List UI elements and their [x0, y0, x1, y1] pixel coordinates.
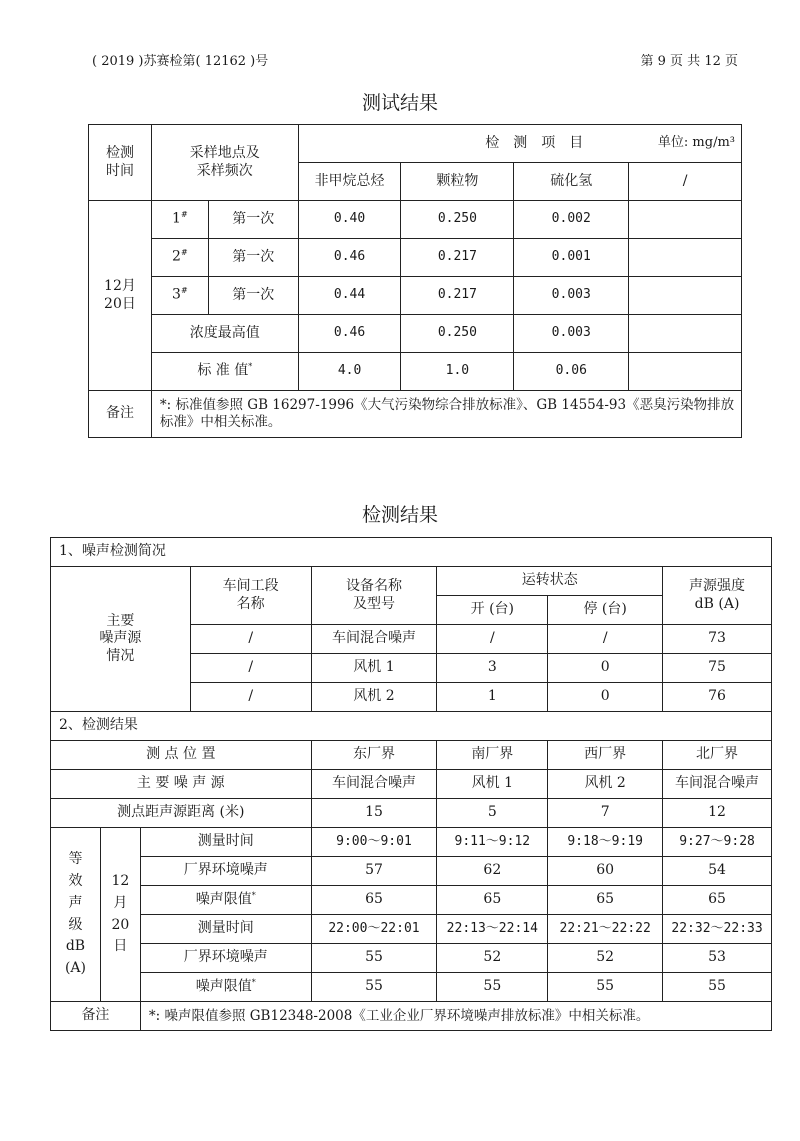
env-noise-value: 54	[663, 857, 772, 886]
item-h2s: 硫化氢	[514, 163, 629, 201]
noise-results-table	[50, 537, 772, 1031]
section2-title: 检测结果	[361, 504, 438, 526]
value-cell: 0.001	[514, 239, 629, 277]
measure-time: 9:18～9:19	[548, 828, 663, 857]
measure-time-label: 测量时间	[140, 915, 311, 944]
value-cell: 0.217	[401, 277, 514, 315]
distance-value: 15	[311, 799, 437, 828]
measure-time: 22:32～22:33	[663, 915, 772, 944]
sample-point: 2#	[151, 239, 208, 277]
measure-time: 9:00～9:01	[311, 828, 437, 857]
col-on: 开 (台)	[437, 596, 548, 625]
max-value: 0.250	[401, 315, 514, 353]
limit-value: 55	[311, 973, 437, 1002]
source-device: 风机 2	[311, 683, 437, 712]
section1-title: 测试结果	[361, 92, 438, 114]
main-source: 风机 2	[548, 770, 663, 799]
value-cell: 0.217	[401, 239, 514, 277]
sample-point: 3#	[151, 277, 208, 315]
measure-time: 22:00～22:01	[311, 915, 437, 944]
limit-value: 55	[437, 973, 548, 1002]
source-device: 车间混合噪声	[311, 625, 437, 654]
distance-value: 12	[663, 799, 772, 828]
distance-value: 5	[437, 799, 548, 828]
source-workshop: /	[190, 683, 311, 712]
limit-value: 65	[437, 886, 548, 915]
measure-time: 22:21～22:22	[548, 915, 663, 944]
source-off: /	[548, 625, 663, 654]
col-site-header: 采样地点及 采样频次	[151, 125, 298, 201]
env-noise-value: 52	[548, 944, 663, 973]
sample-point: 1#	[151, 201, 208, 239]
limit-value: 65	[663, 886, 772, 915]
source-on: /	[437, 625, 548, 654]
env-noise-label: 厂界环境噪声	[140, 944, 311, 973]
page-info: 第 9 页 共 12 页	[640, 54, 738, 69]
col-workshop: 车间工段 名称	[190, 567, 311, 625]
env-noise-value: 62	[437, 857, 548, 886]
position-label: 测 点 位 置	[51, 741, 312, 770]
source-situation-label: 主要 噪声源 情况	[51, 567, 191, 712]
limit-value: 65	[548, 886, 663, 915]
empty-cell	[629, 277, 742, 315]
source-off: 0	[548, 683, 663, 712]
noise-note-text: *: 噪声限值参照 GB12348-2008《工业企业厂界环境噪声排放标准》中相关标准。	[140, 1002, 771, 1031]
empty-cell	[629, 353, 742, 391]
measure-time: 22:13～22:14	[437, 915, 548, 944]
main-source-label: 主 要 噪 声 源	[51, 770, 312, 799]
source-db: 76	[663, 683, 772, 712]
position-south: 南厂界	[437, 741, 548, 770]
env-noise-value: 52	[437, 944, 548, 973]
position-east: 东厂界	[311, 741, 437, 770]
max-label: 浓度最高值	[151, 315, 298, 353]
limit-value: 55	[663, 973, 772, 1002]
gas-results-table	[88, 124, 742, 438]
empty-cell	[629, 201, 742, 239]
env-noise-value: 60	[548, 857, 663, 886]
item-nmhc: 非甲烷总烃	[298, 163, 401, 201]
empty-cell	[629, 315, 742, 353]
value-cell: 0.46	[298, 239, 401, 277]
value-cell: 0.44	[298, 277, 401, 315]
main-source: 车间混合噪声	[311, 770, 437, 799]
source-off: 0	[548, 654, 663, 683]
col-state: 运转状态	[437, 567, 663, 596]
limit-value: 65	[311, 886, 437, 915]
col-device: 设备名称 及型号	[311, 567, 437, 625]
leq-label: 等 效 声 级 dB (A)	[51, 828, 101, 1002]
max-value: 0.46	[298, 315, 401, 353]
col-time-header: 检测 时间	[89, 125, 152, 201]
col-off: 停 (台)	[548, 596, 663, 625]
value-cell: 0.003	[514, 277, 629, 315]
source-db: 73	[663, 625, 772, 654]
noise-date: 12 月 20 日	[100, 828, 140, 1002]
limit-label: 噪声限值*	[140, 886, 311, 915]
noise-note-label: 备注	[51, 1002, 141, 1031]
value-cell: 0.002	[514, 201, 629, 239]
main-source: 车间混合噪声	[663, 770, 772, 799]
value-cell: 0.250	[401, 201, 514, 239]
source-on: 1	[437, 683, 548, 712]
standard-value: 0.06	[514, 353, 629, 391]
distance-label: 测点距声源距离 (米)	[51, 799, 312, 828]
position-north: 北厂界	[663, 741, 772, 770]
max-value: 0.003	[514, 315, 629, 353]
env-noise-label: 厂界环境噪声	[140, 857, 311, 886]
item-particulate: 颗粒物	[401, 163, 514, 201]
col-items-header	[298, 125, 741, 163]
standard-value: 1.0	[401, 353, 514, 391]
source-workshop: /	[190, 625, 311, 654]
part2-title: 2、检测结果	[51, 712, 772, 741]
source-db: 75	[663, 654, 772, 683]
source-on: 3	[437, 654, 548, 683]
sample-freq: 第一次	[208, 201, 298, 239]
unit-label: 单位: mg/m³	[657, 134, 735, 150]
standard-value: 4.0	[298, 353, 401, 391]
sample-date: 12月 20日	[89, 201, 152, 391]
report-number: ( 2019 )苏赛检第( 12162 )号	[92, 54, 269, 69]
sample-freq: 第一次	[208, 239, 298, 277]
measure-time: 9:11～9:12	[437, 828, 548, 857]
main-source: 风机 1	[437, 770, 548, 799]
source-device: 风机 1	[311, 654, 437, 683]
part1-title: 1、噪声检测简况	[51, 538, 772, 567]
measure-time-label: 测量时间	[140, 828, 311, 857]
limit-label: 噪声限值*	[140, 973, 311, 1002]
note-label: 备注	[89, 391, 152, 438]
env-noise-value: 53	[663, 944, 772, 973]
limit-value: 55	[548, 973, 663, 1002]
value-cell: 0.40	[298, 201, 401, 239]
distance-value: 7	[548, 799, 663, 828]
position-west: 西厂界	[548, 741, 663, 770]
items-label: 检 测 项 目	[485, 134, 584, 151]
standard-label: 标 准 值*	[151, 353, 298, 391]
sample-freq: 第一次	[208, 277, 298, 315]
col-intensity: 声源强度 dB (A)	[663, 567, 772, 625]
measure-time: 9:27～9:28	[663, 828, 772, 857]
empty-cell	[629, 239, 742, 277]
item-blank: /	[629, 163, 742, 201]
env-noise-value: 57	[311, 857, 437, 886]
source-workshop: /	[190, 654, 311, 683]
env-noise-value: 55	[311, 944, 437, 973]
note-text: *: 标准值参照 GB 16297-1996《大气污染物综合排放标准》、GB 14554-93《恶臭污染物排放标准》中相关标准。	[151, 391, 741, 438]
